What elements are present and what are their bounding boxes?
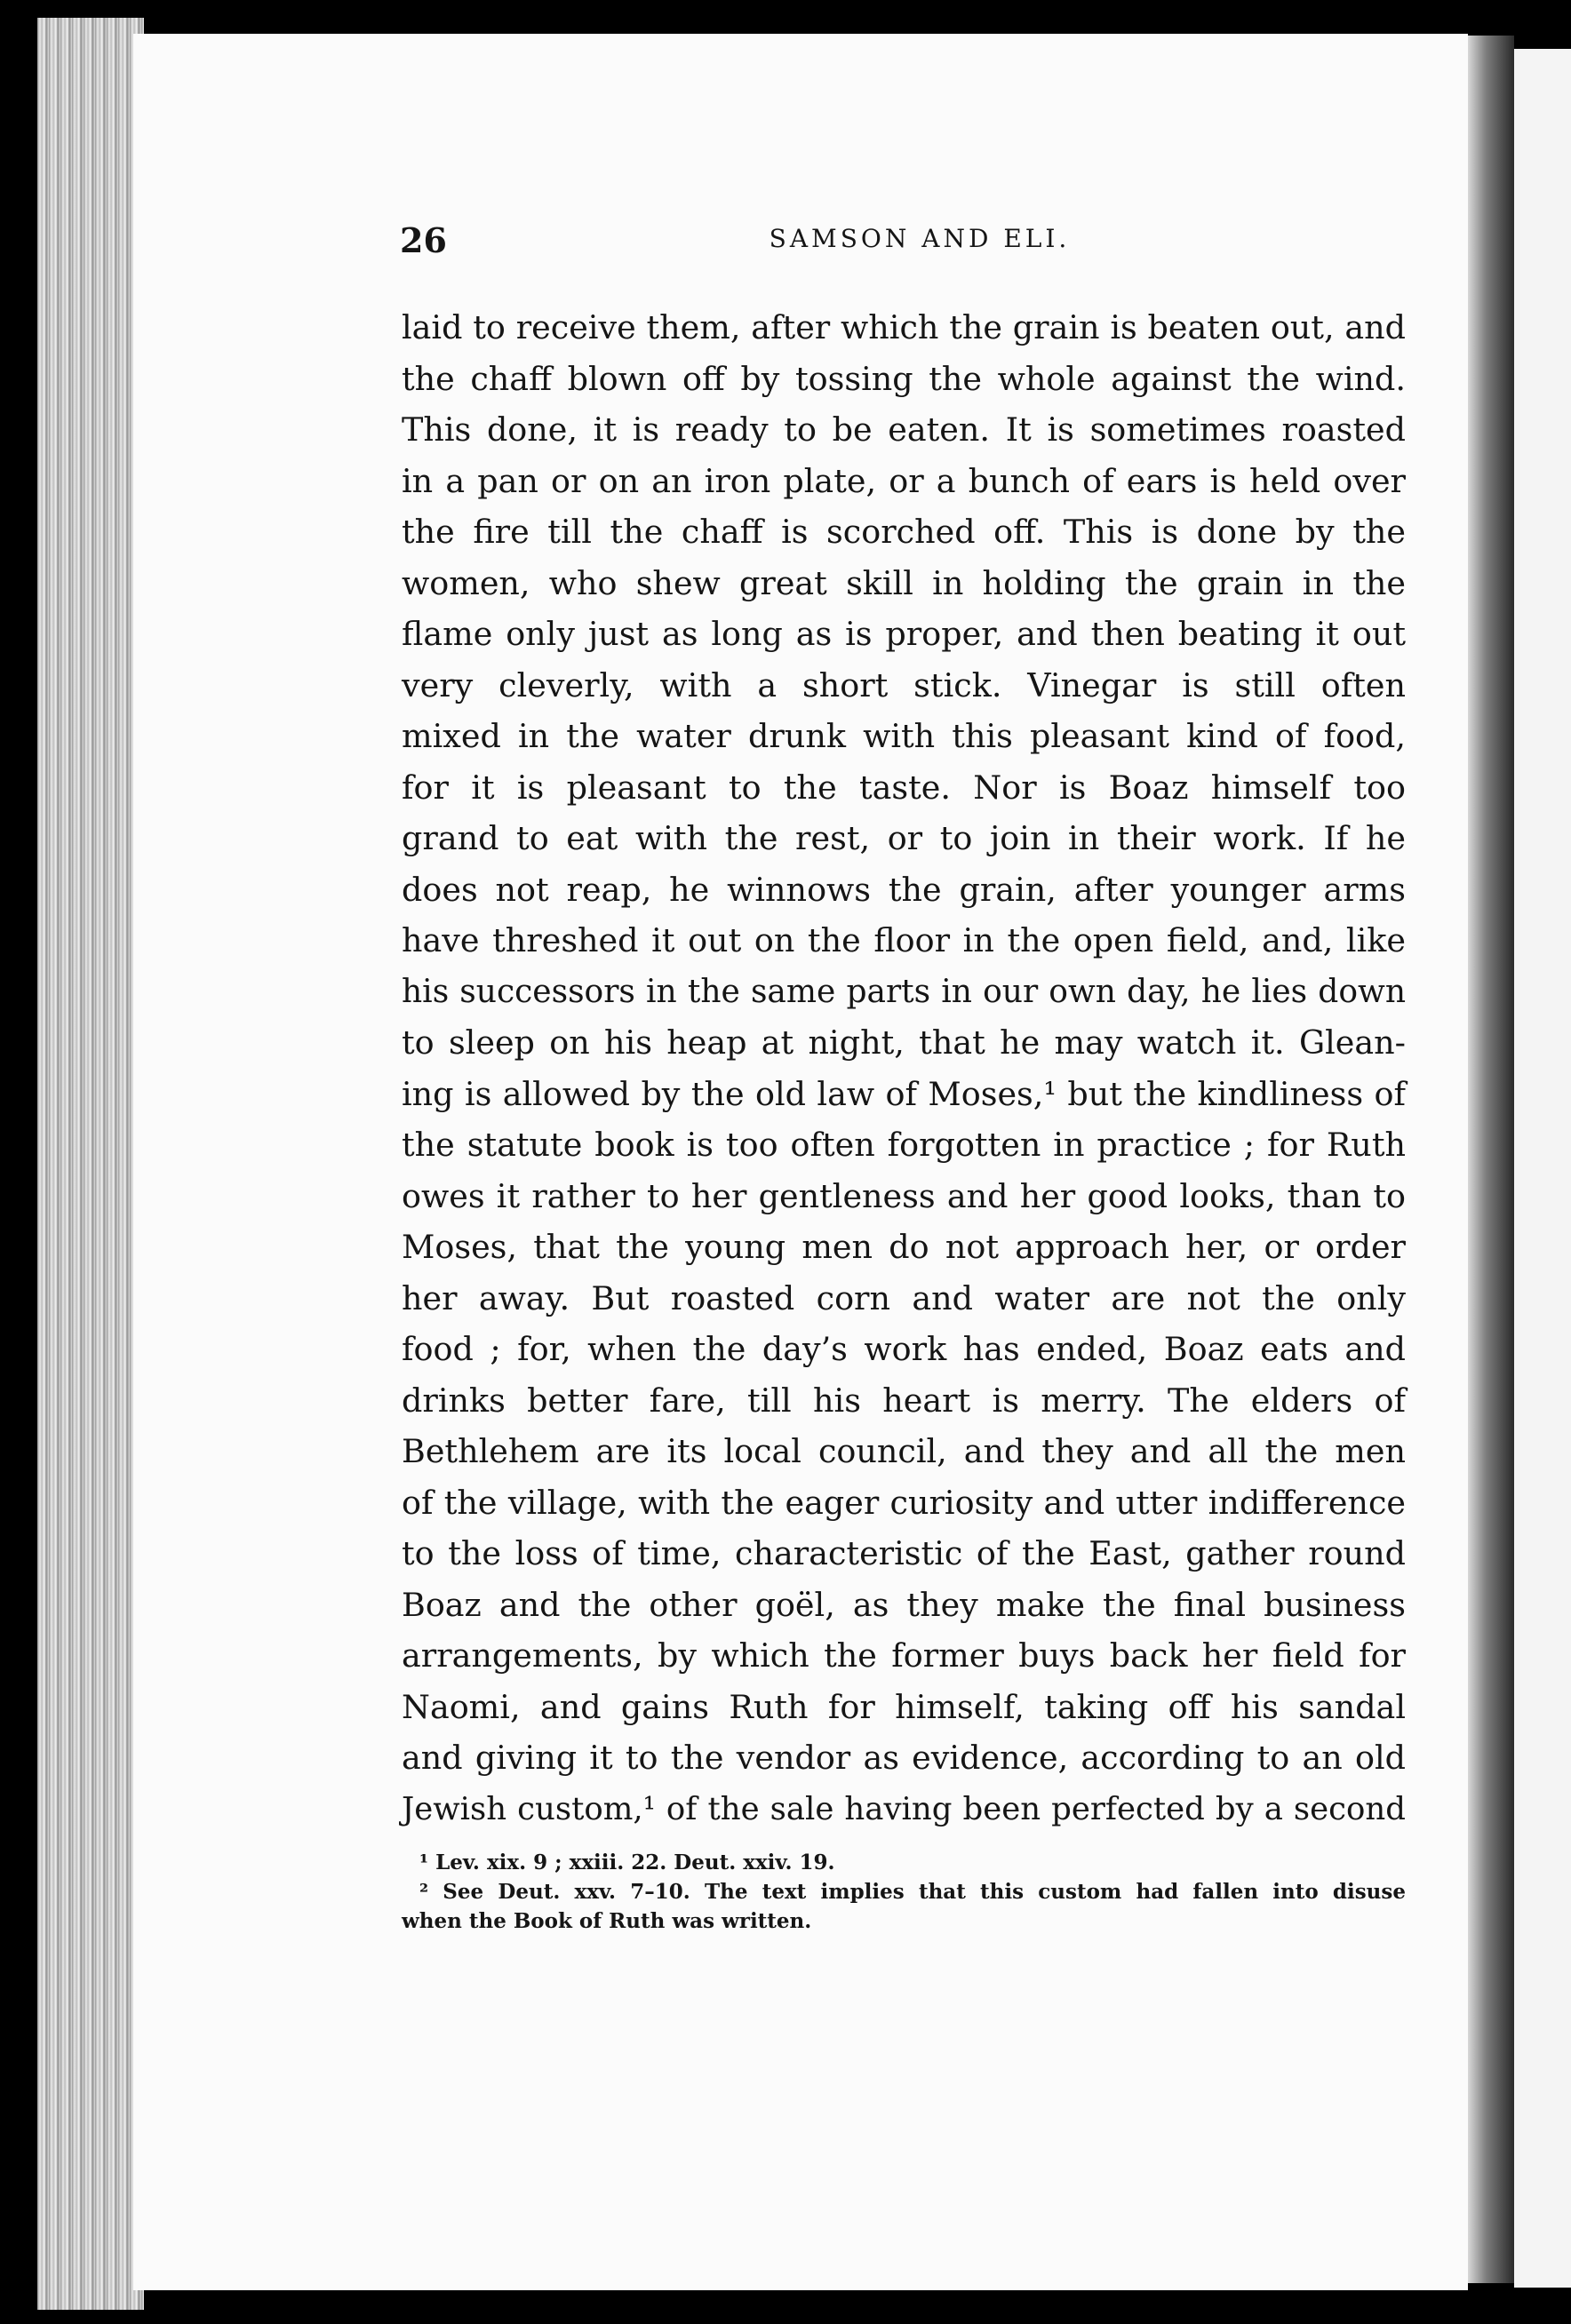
body-line: does not reap, he winnows the grain, after younger arms <box>402 870 1406 909</box>
footnotes <box>402 1848 1406 1936</box>
binding-shadow <box>1468 36 1514 2283</box>
page-edge-stack <box>37 18 144 2310</box>
body-line: Jewish custom,¹ of the sale having been perfected by a second <box>402 1790 1406 1827</box>
body-line: This done, it is ready to be eaten. It is sometimes roasted <box>402 410 1406 449</box>
body-line: very cleverly, with a short stick. Vinegar is still often <box>402 665 1406 704</box>
footnote-1: ¹ Lev. xix. 9 ; xxiii. 22. Deut. xxiv. 19. <box>419 1850 835 1874</box>
body-line: his successors in the same parts in our own day, he lies down <box>402 973 1406 1010</box>
body-line: to sleep on his heap at night, that he may watch it. Glean- <box>402 1023 1406 1062</box>
body-line: Moses, that the young men do not approach her, or order <box>402 1228 1406 1266</box>
body-line: and giving it to the vendor as evidence, according to an old <box>402 1739 1406 1777</box>
body-line: women, who shew great skill in holding the grain in the <box>402 563 1406 602</box>
body-line: have threshed it out on the floor in the open field, and, like <box>402 921 1406 959</box>
running-head-title: SAMSON AND ELI. <box>769 224 1071 253</box>
body-line: owes it rather to her gentleness and her good looks, than to <box>402 1176 1406 1215</box>
footnote-2-continued: when the Book of Ruth was written. <box>402 1909 812 1933</box>
body-line: the fire till the chaff is scorched off. This is done by the <box>402 513 1406 551</box>
body-line: drinks better fare, till his heart is merry. The elders of <box>402 1381 1406 1420</box>
body-line: Bethlehem are its local council, and they and all the men <box>402 1432 1406 1470</box>
running-head <box>400 220 1404 274</box>
next-page-edge <box>1514 49 1571 2288</box>
footnote-2: ² See Deut. xxv. 7–10. The text implies that this custom had fallen into disuse <box>419 1880 1406 1904</box>
body-line: her away. But roasted corn and water are not the only <box>402 1278 1406 1317</box>
body-line: Boaz and the other goël, as they make the final business <box>402 1585 1406 1624</box>
body-line: in a pan or on an iron plate, or a bunch of ears is held over <box>402 461 1406 500</box>
body-line: the chaff blown off by tossing the whole against the wind. <box>402 359 1406 398</box>
body-line: arrangements, by which the former buys back her field for <box>402 1636 1406 1675</box>
body-line: to the loss of time, characteristic of the East, gather round <box>402 1534 1406 1572</box>
body-line: laid to receive them, after which the grain is beaten out, and <box>402 308 1406 346</box>
body-line: ing is allowed by the old law of Moses,¹ but the kindliness of <box>402 1074 1406 1113</box>
body-line: of the village, with the eager curiosity and utter indifference <box>402 1483 1406 1522</box>
body-line: flame only just as long as is proper, and then beating it out <box>402 615 1406 653</box>
page-number: 26 <box>400 220 447 260</box>
body-text <box>402 302 1406 1835</box>
body-line: grand to eat with the rest, or to join in their work. If he <box>402 819 1406 857</box>
body-line: the statute book is too often forgotten in practice ; for Ruth <box>402 1126 1406 1164</box>
body-line: Naomi, and gains Ruth for himself, taking off his sandal <box>402 1687 1406 1726</box>
body-line: for it is pleasant to the taste. Nor is Boaz himself too <box>402 768 1406 807</box>
body-line: food ; for, when the day’s work has ended, Boaz eats and <box>402 1330 1406 1368</box>
body-line: mixed in the water drunk with this pleasant kind of food, <box>402 717 1406 755</box>
